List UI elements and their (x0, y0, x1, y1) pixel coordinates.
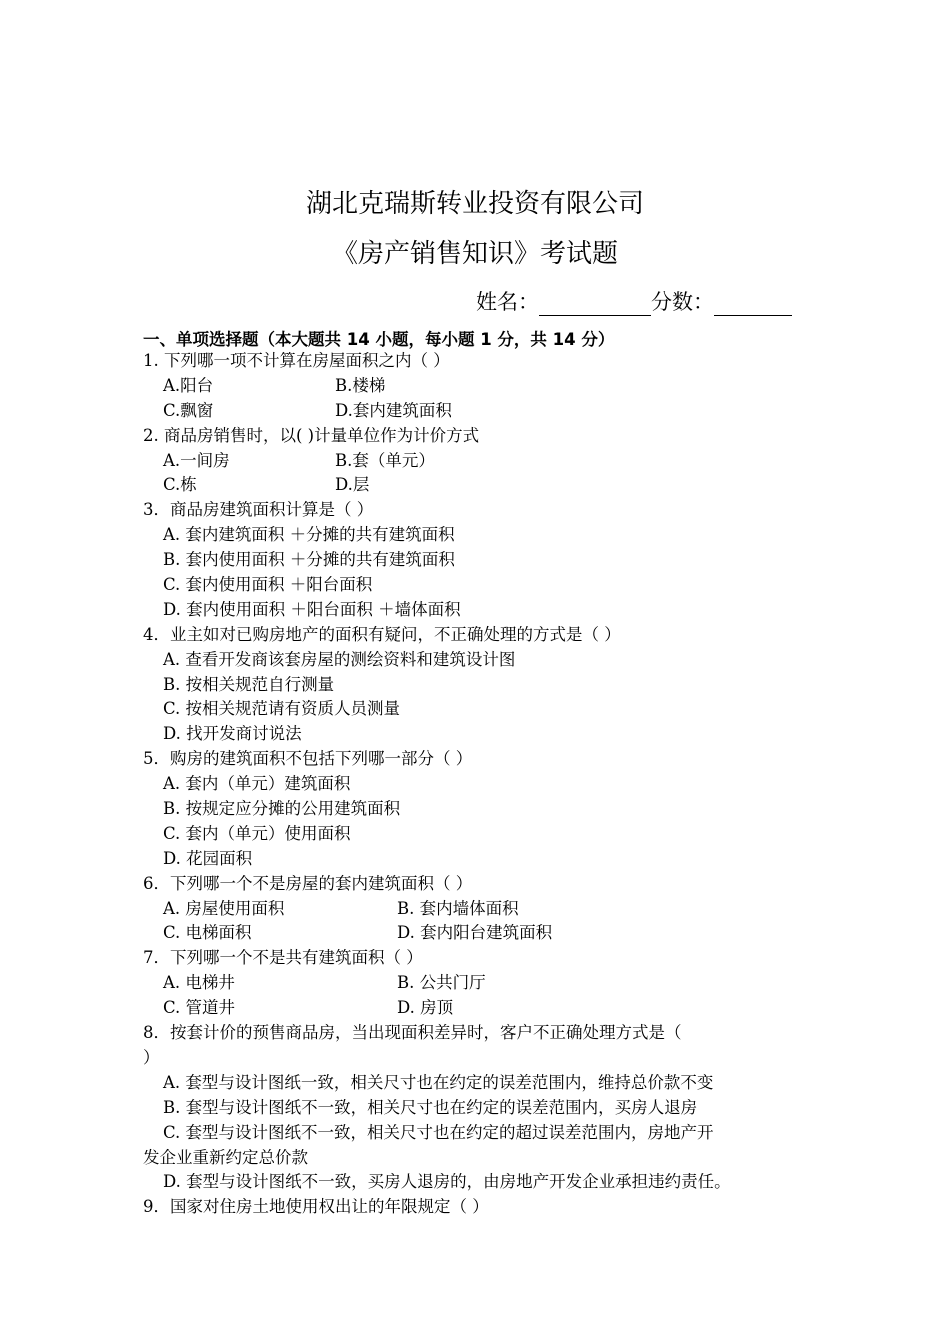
option-b: B. 按规定应分摊的公用建筑面积 (163, 799, 401, 819)
option-row (143, 897, 823, 922)
option-a: A. 套内建筑面积 ＋分摊的共有建筑面积 (163, 525, 455, 545)
option-c: C. 套型与设计图纸不一致，相关尺寸也在约定的超过误差范围内，房地产开 (163, 1122, 714, 1142)
option-row (143, 473, 823, 498)
option-b: B. 按相关规范自行测量 (163, 674, 335, 694)
question-stem: 3．商品房建筑面积计算是（ ） (143, 500, 374, 520)
option-c: C. 按相关规范请有资质人员测量 (163, 699, 401, 719)
option-d: D. 房顶 (397, 998, 454, 1018)
question-stem: 6．下列哪一个不是房屋的套内建筑面积（ ） (143, 873, 473, 893)
option-row (143, 449, 823, 474)
option-a: A. 房屋使用面积 (163, 898, 285, 918)
question-stem-continued: ） (143, 1047, 160, 1067)
option-d: D. 找开发商讨说法 (163, 724, 302, 744)
option-b: B. 套内使用面积 ＋分摊的共有建筑面积 (163, 550, 455, 570)
option-d: D. 套内阳台建筑面积 (397, 923, 553, 943)
option-a: A. 套型与设计图纸一致，相关尺寸也在约定的误差范围内，维持总价款不变 (163, 1072, 714, 1092)
option-d: D.套内建筑面积 (335, 400, 452, 420)
option-b: B. 公共门厅 (397, 973, 486, 993)
option-b: B.套（单元） (335, 450, 435, 470)
option-c: C. 套内使用面积 ＋阳台面积 (163, 575, 373, 595)
option-a: A.阳台 (163, 375, 214, 395)
question-stem: 2. 商品房销售时，以( )计量单位作为计价方式 (143, 425, 480, 445)
option-b: B. 套型与设计图纸不一致，相关尺寸也在约定的误差范围内，买房人退房 (163, 1097, 698, 1117)
option-d: D. 套内使用面积 ＋阳台面积 ＋墙体面积 (163, 599, 461, 619)
option-row (143, 996, 823, 1021)
option-c-continued: 发企业重新约定总价款 (143, 1147, 308, 1167)
question-list (143, 349, 823, 1220)
name-label: 姓名： (476, 290, 539, 314)
option-b: B.楼梯 (335, 375, 386, 395)
option-row (143, 374, 823, 399)
option-c: C.飘窗 (163, 400, 214, 420)
question-stem: 5．购房的建筑面积不包括下列哪一部分（ ） (143, 749, 473, 769)
name-blank[interactable] (539, 293, 651, 316)
option-c: C.栋 (163, 475, 197, 495)
option-row (143, 921, 823, 946)
option-row (143, 399, 823, 424)
option-c: C. 套内（单元）使用面积 (163, 823, 351, 843)
exam-title: 《房产销售知识》考试题 (331, 239, 618, 269)
option-a: A. 查看开发商该套房屋的测绘资料和建筑设计图 (163, 649, 516, 669)
score-blank[interactable] (714, 293, 792, 316)
question-stem: 9．国家对住房土地使用权出让的年限规定（ ） (143, 1197, 489, 1217)
option-c: C. 电梯面积 (163, 923, 252, 943)
question-stem: 1. 下列哪一项不计算在房屋面积之内（ ） (143, 351, 450, 370)
section-heading: 一、单项选择题（本大题共 14 小题，每小题 1 分，共 14 分） (143, 330, 615, 349)
name-score-line (476, 286, 792, 316)
option-b: B. 套内墙体面积 (397, 898, 519, 918)
option-a: A.一间房 (163, 450, 230, 470)
option-row (143, 971, 823, 996)
question-stem: 7．下列哪一个不是共有建筑面积（ ） (143, 948, 423, 968)
question-stem: 8．按套计价的预售商品房，当出现面积差异时，客户不正确处理方式是（ (143, 1023, 682, 1043)
option-a: A. 套内（单元）建筑面积 (163, 774, 351, 794)
option-d: D.层 (335, 475, 370, 495)
score-label: 分数： (651, 290, 714, 314)
option-c: C. 管道井 (163, 998, 236, 1018)
company-title: 湖北克瑞斯转业投资有限公司 (305, 189, 644, 219)
question-stem: 4．业主如对已购房地产的面积有疑问，不正确处理的方式是（ ） (143, 624, 621, 644)
option-a: A. 电梯井 (163, 973, 235, 993)
option-d: D. 花园面积 (163, 848, 253, 868)
option-d: D. 套型与设计图纸不一致，买房人退房的，由房地产开发企业承担违约责任。 (163, 1172, 731, 1192)
